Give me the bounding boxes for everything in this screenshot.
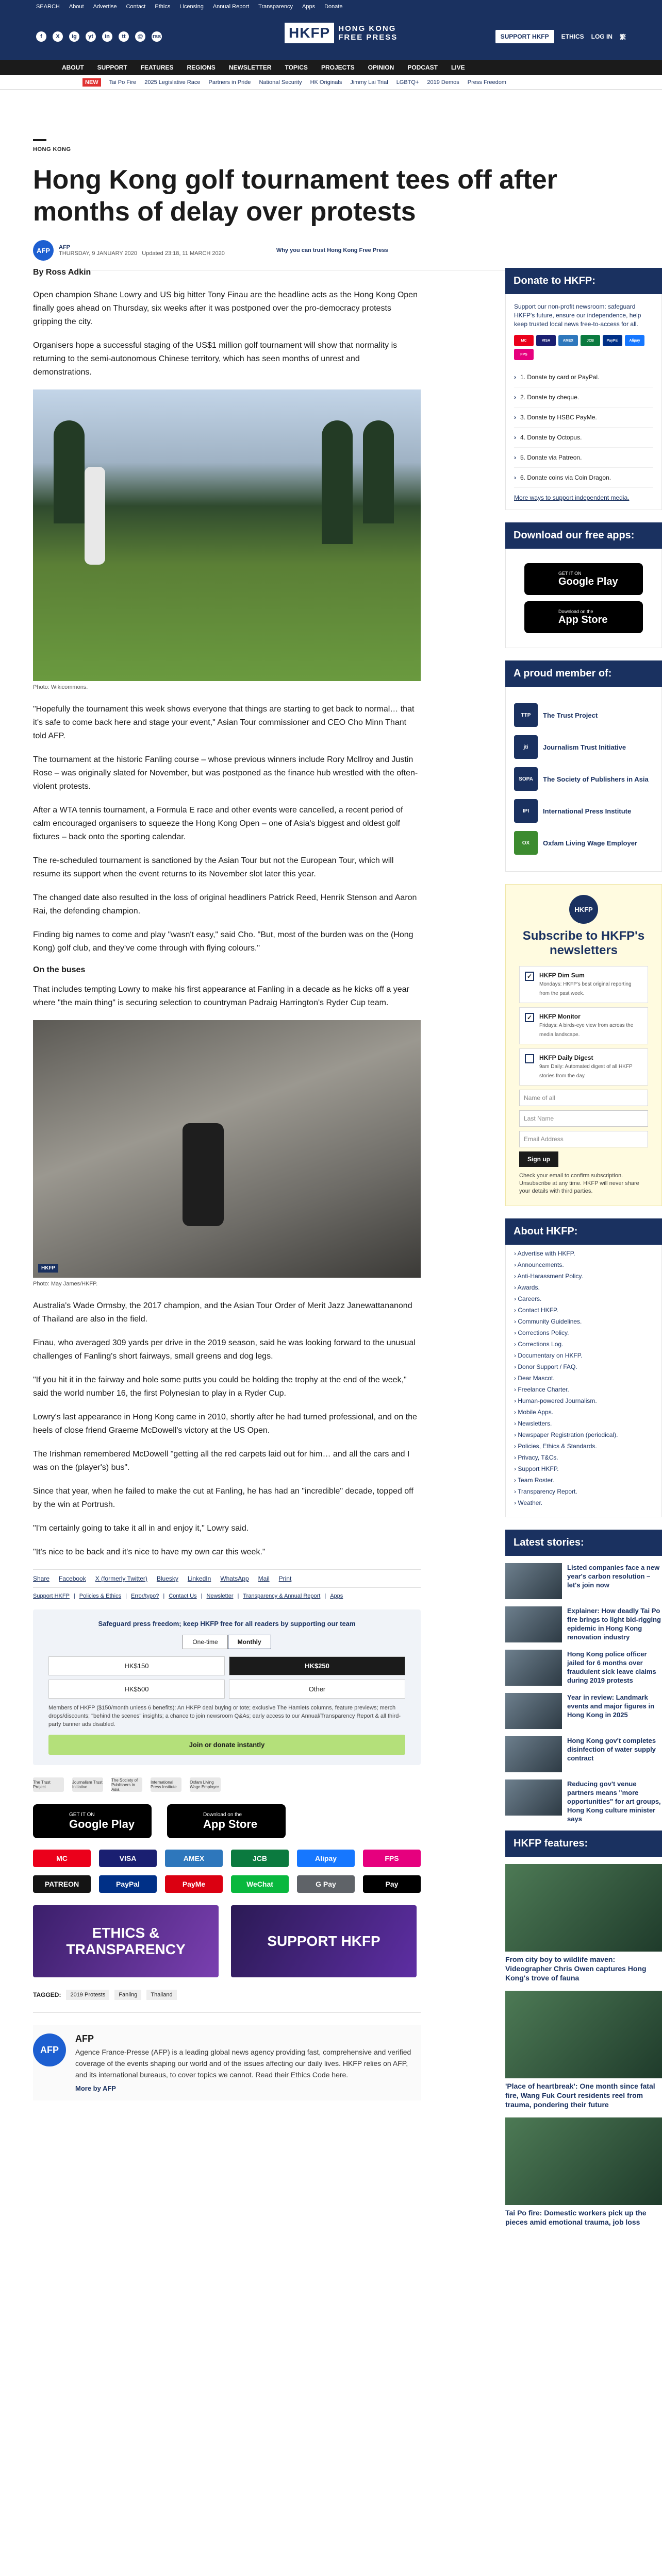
byline	[33, 240, 629, 270]
threads-icon[interactable]: @	[135, 31, 145, 42]
chevron-right-icon: ›	[514, 454, 516, 461]
about-link[interactable]: › Awards.	[514, 1284, 540, 1291]
about-link[interactable]: › Mobile Apps.	[514, 1409, 554, 1416]
jti-logo: jti	[514, 735, 538, 759]
feature-stories	[505, 1864, 662, 2227]
top-link-transparency[interactable]: Transparency	[258, 4, 293, 10]
chevron-right-icon: ›	[514, 474, 516, 481]
trending-link[interactable]: Press Freedom	[467, 79, 506, 86]
article-title: Hong Kong golf tournament tees off after months of delay over protests	[33, 165, 557, 227]
header-actions	[495, 30, 626, 43]
share-print[interactable]: Print	[278, 1575, 292, 1582]
site-logo[interactable]	[285, 23, 398, 43]
member-name: Oxfam Living Wage Employer	[543, 839, 638, 847]
section-heading: On the buses	[33, 965, 86, 974]
trust-project-logo: TTP	[514, 703, 538, 727]
story-thumbnail[interactable]	[505, 1693, 562, 1729]
logo-text	[338, 24, 398, 42]
card-logo: FPS	[514, 349, 534, 360]
store-big: App Store	[203, 1817, 258, 1831]
member-sidebar	[505, 687, 662, 872]
donate-option-label: 3. Donate by HSBC PayMe.	[520, 414, 597, 421]
about-link[interactable]: › Freelance Charter.	[514, 1386, 569, 1393]
app-store-button[interactable]	[524, 601, 643, 633]
about-sidebar-title: About HKFP:	[505, 1218, 662, 1245]
trending-link[interactable]: Tai Po Fire	[109, 79, 137, 86]
about-link[interactable]: › Community Guidelines.	[514, 1318, 582, 1325]
paragraph: "I'm certainly going to take it all in and enjoy it," Lowry said.	[33, 1524, 249, 1533]
nav-projects[interactable]: PROJECTS	[321, 64, 355, 71]
donate-heading: Safeguard press freedom; keep HKFP free for all readers by supporting our team	[98, 1620, 356, 1628]
newsletter-signup	[505, 884, 662, 1206]
paragraph: The changed date also resulted in the loss of original headliners Patrick Reed, Henrik Stenson and Aaron Rai, the defending champion.	[33, 893, 417, 916]
photo-caption: Photo: May James/HKFP.	[33, 1281, 98, 1287]
paragraph: Organisers hope a successful staging of the US$1 million golf tournament will show that normality is returning to the semi-autonomous Chinese territory, which has seen months of unrest and demonstrations.	[33, 341, 398, 377]
donate-sidebar-title: Donate to HKFP:	[505, 268, 662, 294]
language-toggle[interactable]: 繁	[619, 33, 626, 41]
about-link[interactable]: › Donor Support / FAQ.	[514, 1363, 577, 1370]
new-badge: NEW	[82, 78, 101, 87]
x-icon[interactable]: X	[53, 31, 63, 42]
tag[interactable]: Thailand	[146, 1990, 176, 2000]
share-linkedin[interactable]: LinkedIn	[187, 1575, 211, 1582]
donate-sidebar	[505, 294, 662, 510]
article-tags	[33, 1990, 421, 2013]
story-thumbnail[interactable]	[505, 1606, 562, 1642]
main-content	[33, 139, 661, 2226]
nav-support[interactable]: SUPPORT	[97, 64, 127, 71]
latest-sidebar-title: Latest stories:	[505, 1530, 662, 1556]
about-link[interactable]: › Contact HKFP.	[514, 1307, 558, 1314]
last-name-input[interactable]: Last Name	[519, 1110, 648, 1127]
feature-title[interactable]: 'Place of heartbreak': One month since fatal fire, Wang Fuk Court residents reel from trauma, pondering their future	[505, 2082, 655, 2109]
linkedin-icon[interactable]: in	[102, 31, 112, 42]
footer-link[interactable]: Support HKFP	[33, 1593, 70, 1599]
footer-link[interactable]: Policies & Ethics	[79, 1593, 122, 1599]
top-link-donate[interactable]: Donate	[324, 4, 343, 10]
share-bluesky[interactable]: Bluesky	[156, 1575, 178, 1582]
member-name: International Press Institute	[543, 807, 632, 815]
feature-story[interactable]	[505, 1864, 662, 1982]
donate-option[interactable]	[514, 387, 653, 408]
photo-figure	[183, 1123, 224, 1226]
share-facebook[interactable]: Facebook	[59, 1575, 86, 1582]
more-ways-link[interactable]: More ways to support independent media.	[514, 494, 630, 501]
trending-link[interactable]: National Security	[259, 79, 302, 86]
about-link[interactable]: › Transparency Report.	[514, 1488, 577, 1495]
member-item[interactable]	[514, 767, 653, 791]
donate-amounts	[48, 1656, 405, 1699]
about-link[interactable]: › Weather.	[514, 1499, 543, 1506]
footer-link[interactable]: Newsletter	[206, 1593, 234, 1599]
photo-tree	[54, 420, 85, 523]
feature-title[interactable]: From city boy to wildlife maven: Videographer Chris Owen captures Hong Kong's trove of fauna	[505, 1955, 647, 1982]
top-link-contact[interactable]: Contact	[126, 4, 146, 10]
app-store-row	[33, 1804, 421, 1838]
tag[interactable]: 2019 Protests	[66, 1990, 109, 2000]
tags-label: TAGGED:	[33, 1991, 61, 1998]
paragraph: Since that year, when he failed to make the cut at Fanling, he has had an "incredible" decade, topped off by the win at Portrush.	[33, 1487, 413, 1509]
newsletter-desc: 9am Daily: Automated digest of all HKFP stories from the day.	[539, 1064, 633, 1079]
amount-option[interactable]: HK$250	[229, 1656, 405, 1675]
member-item[interactable]	[514, 735, 653, 759]
trending-link[interactable]: 2019 Demos	[427, 79, 459, 86]
tag[interactable]: Fanling	[114, 1990, 141, 2000]
latest-story[interactable]	[505, 1606, 662, 1642]
payment-logo: PATREON	[33, 1875, 91, 1893]
donate-option-label: 1. Donate by card or PayPal.	[520, 374, 600, 381]
story-title[interactable]: Reducing gov't venue partners means "more opportunities" for art groups, Hong Kong culture minister says	[567, 1780, 661, 1823]
support-banner[interactable]: SUPPORT HKFP	[231, 1905, 417, 1977]
more-by-author-link[interactable]: More by AFP	[75, 2084, 116, 2092]
about-link[interactable]: › Careers.	[514, 1295, 542, 1302]
sopa-logo: SOPA	[514, 767, 538, 791]
card-logo: Alipay	[625, 335, 644, 346]
donate-option-label: 5. Donate via Patreon.	[520, 454, 582, 461]
share-whatsapp[interactable]: WhatsApp	[220, 1575, 249, 1582]
paragraph: Australia's Wade Ormsby, the 2017 champion, and the Asian Tour Order of Merit Jazz Janewattananond of Thailand are also in the field.	[33, 1301, 412, 1324]
paragraph: "It's nice to be back and it's nice to have my own car this week."	[33, 1548, 266, 1556]
article-body	[33, 268, 421, 2100]
feature-thumbnail[interactable]	[505, 2117, 662, 2205]
paragraph: Lowry's last appearance in Hong Kong came in 2010, shortly after he had turned professional, and on the heels of close friend Graeme McDowell's victory at the US Open.	[33, 1413, 417, 1435]
paragraph: "If you hit it in the fairway and hole some putts you could be holding the trophy at the end of the week," said the world number 16, the first Polynesian to play in a Ryder Cup.	[33, 1376, 407, 1398]
feature-story[interactable]	[505, 1991, 662, 2109]
nav-live[interactable]: LIVE	[451, 64, 465, 71]
newsletter-option[interactable]	[519, 966, 648, 1003]
store-small: Download on the	[558, 608, 593, 614]
ethics-banner[interactable]: ETHICS & TRANSPARENCY	[33, 1905, 219, 1977]
about-link[interactable]: › Newspaper Registration (periodical).	[514, 1431, 618, 1438]
byline-agency[interactable]: AFP	[59, 244, 70, 250]
newsletter-note: Check your email to confirm subscription. Unsubscribe at any time. HKFP will never share your details with third parties.	[519, 1173, 639, 1194]
top-link-ethics[interactable]: Ethics	[155, 4, 171, 10]
freq-one-time[interactable]: One-time	[183, 1635, 227, 1649]
member-name: Journalism Trust Initiative	[543, 743, 626, 751]
nav-podcast[interactable]: PODCAST	[407, 64, 438, 71]
updated-date: Updated 23:18, 11 MARCH 2020	[142, 250, 225, 257]
about-link[interactable]: › Dear Mascot.	[514, 1375, 555, 1382]
paragraph: That includes tempting Lowry to make his first appearance at Fanling in a decade as he kicks off a year where "the main thing" is securing selection to countryman Padraig Harrington's Ryder Cup team.	[33, 985, 409, 1007]
signup-button[interactable]: Sign up	[519, 1151, 558, 1167]
top-link-apps[interactable]: Apps	[302, 4, 316, 10]
trust-link[interactable]: Why you can trust Hong Kong Free Press	[276, 247, 388, 253]
article-author: By Ross Adkin	[33, 268, 91, 277]
payment-logo: Alipay	[297, 1850, 355, 1867]
apps-sidebar	[505, 549, 662, 648]
donate-option-label: 4. Donate by Octopus.	[520, 434, 582, 441]
member-item[interactable]	[514, 831, 653, 855]
author-box	[33, 2025, 421, 2100]
share-bar	[33, 1569, 421, 1588]
nav-features[interactable]: FEATURES	[140, 64, 174, 71]
top-utility-bar	[0, 0, 662, 13]
payment-methods	[33, 1850, 421, 1893]
author-avatar[interactable]: AFP	[33, 240, 54, 261]
author-box-name[interactable]: AFP	[75, 2033, 94, 2044]
top-link-search[interactable]: SEARCH	[36, 4, 60, 10]
protest-photo	[33, 1020, 421, 1278]
article-category[interactable]: HONG KONG	[33, 146, 71, 152]
footer-link[interactable]: Apps	[330, 1593, 343, 1599]
member-name: The Trust Project	[543, 711, 598, 719]
donate-option[interactable]	[514, 448, 653, 468]
share-mail[interactable]: Mail	[258, 1575, 270, 1582]
apps-sidebar-title: Download our free apps:	[505, 522, 662, 549]
latest-stories	[505, 1563, 662, 1823]
nav-topics[interactable]: TOPICS	[285, 64, 308, 71]
top-link-about[interactable]: About	[69, 4, 84, 10]
logo-line-2: FREE PRESS	[338, 33, 398, 42]
first-name-input[interactable]: Name of all	[519, 1090, 648, 1106]
sidebar	[505, 268, 662, 2235]
payment-logo: AMEX	[165, 1850, 223, 1867]
card-logo: JCB	[581, 335, 600, 346]
card-logo: MC	[514, 335, 534, 346]
oxfam-logo: OX	[514, 831, 538, 855]
story-thumbnail[interactable]	[505, 1563, 562, 1599]
features-sidebar-title: HKFP features:	[505, 1831, 662, 1857]
about-link[interactable]: › Corrections Policy.	[514, 1329, 569, 1336]
paragraph: "Hopefully the tournament this week shows everyone that things are starting to get back to normal… that it's safe to come back here and stage your event," Asian Tour commissioner and CEO Cho Minn Thant told AFP.	[33, 705, 415, 740]
story-title[interactable]: Hong Kong gov't completes disinfection of water supply contract	[567, 1737, 656, 1762]
latest-story[interactable]	[505, 1780, 662, 1823]
payment-logo: VISA	[99, 1850, 157, 1867]
card-logos	[514, 335, 653, 360]
member-logo[interactable]: The Trust Project	[33, 1777, 64, 1792]
chevron-right-icon: ›	[514, 374, 516, 381]
top-link-annual-report[interactable]: Annual Report	[212, 4, 250, 10]
amount-option[interactable]: Other	[229, 1680, 405, 1699]
payment-logo: PayPal	[99, 1875, 157, 1893]
donate-note: Members of HKFP ($150/month unless 6 benefits): An HKFP deal buying or tote; exclusive The Hamlets columns, feature previews; merch drops/discounts; "behind the scenes" insights; a chance to join newsroom Q&As; early access to our Annual/Transparency Report & all third-party banner ads disabled.	[48, 1705, 401, 1727]
member-sidebar-title: A proud member of:	[505, 660, 662, 687]
ipi-logo: IPI	[514, 799, 538, 823]
newsletter-logo: HKFP	[569, 895, 598, 924]
about-link[interactable]: › Announcements.	[514, 1261, 564, 1268]
member-logo[interactable]: International Press Institute	[151, 1777, 181, 1792]
chevron-right-icon: ›	[514, 434, 516, 441]
card-logo: AMEX	[558, 335, 578, 346]
ethics-link[interactable]: ETHICS	[561, 33, 584, 40]
support-hkfp-button[interactable]: SUPPORT HKFP	[495, 30, 554, 43]
newsletter-option[interactable]	[519, 1007, 648, 1044]
paragraph: The tournament at the historic Fanling course – whose previous winners include Rory McIlroy and Justin Rose – was originally slated for November, but was postponed as the finance hub wrestled with the often-violent protests.	[33, 755, 418, 791]
story-title[interactable]: Explainer: How deadly Tai Po fire brings to light bid-rigging epidemic in Hong Kong renovation industry	[567, 1607, 661, 1641]
donate-option[interactable]	[514, 408, 653, 428]
about-links	[505, 1245, 662, 1517]
facebook-icon[interactable]: f	[36, 31, 46, 42]
donate-option[interactable]	[514, 428, 653, 448]
trending-link[interactable]: 2025 Legislative Race	[144, 79, 201, 86]
about-link[interactable]: › Advertise with HKFP.	[514, 1250, 575, 1257]
story-title[interactable]: Hong Kong police officer jailed for 6 months over fraudulent sick leave claims during 2019 protests	[567, 1650, 656, 1684]
feature-thumbnail[interactable]	[505, 1864, 662, 1952]
story-thumbnail[interactable]	[505, 1780, 562, 1816]
latest-story[interactable]	[505, 1563, 662, 1599]
join-donate-button[interactable]: Join or donate instantly	[48, 1735, 405, 1755]
google-play-button[interactable]	[524, 563, 643, 595]
checkbox-checked-icon[interactable]: ✓	[525, 972, 534, 981]
newsletter-name: HKFP Daily Digest	[539, 1054, 593, 1061]
latest-story[interactable]	[505, 1693, 662, 1729]
google-play-button[interactable]	[33, 1804, 152, 1838]
store-small: GET IT ON	[69, 1811, 95, 1818]
donate-frequency	[48, 1635, 405, 1649]
feature-story[interactable]	[505, 2117, 662, 2227]
promo-banners	[33, 1905, 421, 1977]
footer-link[interactable]: Contact Us	[169, 1593, 197, 1599]
paragraph: The Irishman remembered McDowell "getting all the red carpets laid out for him… and all the cars and I was on the (player's) bus".	[33, 1450, 410, 1472]
tiktok-icon[interactable]: tt	[119, 31, 129, 42]
author-box-desc: Agence France-Presse (AFP) is a leading global news agency providing fast, comprehensive and verified coverage of the events shaping our world and of the issues affecting our daily lives. HKFP relies on AFP, and its international bureaus, to cover topics we cannot. Read their Ethics Code here.	[75, 2048, 411, 2079]
newsletter-desc: Mondays: HKFP's best original reporting from the past week.	[539, 981, 632, 996]
latest-story[interactable]	[505, 1736, 662, 1772]
photo-tree	[322, 420, 353, 544]
trending-link[interactable]: Partners in Pride	[208, 79, 251, 86]
amount-option[interactable]: HK$500	[48, 1680, 225, 1699]
login-link[interactable]: LOG IN	[591, 33, 613, 40]
about-link[interactable]: › Newsletters.	[514, 1420, 552, 1427]
story-title[interactable]: Year in review: Landmark events and major figures in Hong Kong in 2025	[567, 1693, 655, 1719]
freq-monthly[interactable]: Monthly	[228, 1635, 271, 1649]
payment-logo: G Pay	[297, 1875, 355, 1893]
story-title[interactable]: Listed companies face a new year's carbon resolution – let's join now	[567, 1564, 660, 1589]
nav-regions[interactable]: REGIONS	[187, 64, 216, 71]
newsletter-title: Subscribe to HKFP's newsletters	[522, 929, 645, 957]
paragraph: Finau, who averaged 309 yards per drive in the 2019 season, said he was looking forward to the unusual challenges of Fanling's short fairways, small greens and dog legs.	[33, 1338, 416, 1361]
app-store-button[interactable]	[167, 1804, 286, 1838]
donate-option[interactable]	[514, 468, 653, 488]
payment-logo: WeChat	[231, 1875, 289, 1893]
store-big: Google Play	[558, 575, 618, 587]
footer-link[interactable]: Transparency & Annual Report	[243, 1593, 321, 1599]
trending-link[interactable]: LGBTQ+	[396, 79, 419, 86]
logo-mark: HKFP	[285, 23, 334, 43]
site-header	[0, 13, 662, 60]
feature-title[interactable]: Tai Po fire: Domestic workers pick up the pieces amid emotional trauma, job loss	[505, 2209, 647, 2226]
about-link[interactable]: › Policies, Ethics & Standards.	[514, 1443, 597, 1450]
about-link[interactable]: › Corrections Log.	[514, 1341, 564, 1348]
about-link[interactable]: › Human-powered Journalism.	[514, 1397, 597, 1404]
checkbox-icon[interactable]	[525, 1054, 534, 1063]
newsletter-option[interactable]	[519, 1048, 648, 1086]
story-thumbnail[interactable]	[505, 1650, 562, 1686]
email-input[interactable]: Email Address	[519, 1131, 648, 1147]
paragraph: Open champion Shane Lowry and US big hitter Tony Finau are the headline acts as the Hong Kong Open finally goes ahead on Thursday, six weeks after it was postponed over the pro-democracy protests gripping the city.	[33, 291, 418, 326]
feature-thumbnail[interactable]	[505, 1991, 662, 2078]
store-big: App Store	[558, 614, 608, 625]
instagram-icon[interactable]: ig	[69, 31, 79, 42]
card-logo: PayPal	[603, 335, 622, 346]
member-item[interactable]	[514, 799, 653, 823]
donate-option[interactable]	[514, 367, 653, 387]
trending-nav	[0, 75, 662, 90]
photo-tree	[363, 420, 394, 523]
share-label: Share	[33, 1575, 50, 1582]
store-small: Download on the	[203, 1811, 242, 1818]
donate-option-label: 2. Donate by cheque.	[520, 394, 580, 401]
about-link[interactable]: › Documentary on HKFP.	[514, 1352, 583, 1359]
chevron-right-icon: ›	[514, 414, 516, 421]
published-date: THURSDAY, 9 JANUARY 2020	[59, 250, 138, 257]
paragraph: The re-scheduled tournament is sanctioned by the Asian Tour but not the European Tour, which will resume its support when the event returns to its November slot later this year.	[33, 856, 394, 878]
top-link-licensing[interactable]: Licensing	[179, 4, 204, 10]
payment-logo: MC	[33, 1850, 91, 1867]
share-x[interactable]: X (formerly Twitter)	[95, 1575, 147, 1582]
member-logo[interactable]: The Society of Publishers in Asia	[111, 1777, 142, 1792]
member-item[interactable]	[514, 703, 653, 727]
checkbox-checked-icon[interactable]: ✓	[525, 1013, 534, 1022]
payment-logo: PayMe	[165, 1875, 223, 1893]
newsletter-name: HKFP Monitor	[539, 1013, 581, 1020]
nav-opinion[interactable]: OPINION	[368, 64, 394, 71]
trending-link[interactable]: Jimmy Lai Trial	[350, 79, 388, 86]
store-big: Google Play	[69, 1817, 135, 1831]
footer-link[interactable]: Error/typo?	[130, 1593, 159, 1599]
main-nav	[0, 60, 662, 75]
social-links	[36, 31, 162, 42]
about-link[interactable]: › Support HKFP.	[514, 1465, 559, 1472]
logo-line-1: HONG KONG	[338, 24, 396, 33]
member-logo[interactable]: Oxfam Living Wage Employer	[190, 1777, 221, 1792]
about-link[interactable]: › Anti-Harassment Policy.	[514, 1273, 583, 1280]
member-logo[interactable]: Journalism Trust Initiative	[72, 1777, 103, 1792]
donate-option-label: 6. Donate coins via Coin Dragon.	[520, 474, 611, 481]
paragraph: After a WTA tennis tournament, a Formula E race and other events were cancelled, a recent period of calm encouraged organisers to squeeze the Hong Kong Open – one of Asia's biggest and oldest golf fixtures – back onto the sporting calendar.	[33, 806, 403, 841]
rss-icon[interactable]: rss	[152, 31, 162, 42]
newsletter-desc: Fridays: A birds-eye view from across the media landscape.	[539, 1023, 634, 1038]
category-rule	[33, 139, 46, 141]
photo-golfer	[85, 467, 105, 565]
story-thumbnail[interactable]	[505, 1736, 562, 1772]
top-link-advertise[interactable]: Advertise	[93, 4, 117, 10]
photo-watermark: HKFP	[38, 1264, 58, 1273]
about-link[interactable]: › Privacy, T&Cs.	[514, 1454, 558, 1461]
donate-intro[interactable]: Support our non-profit newsroom: safeguard HKFP's future, ensure our independence, help keep trusted local news free-to-access for all.	[514, 303, 641, 328]
byline-meta	[59, 244, 225, 257]
youtube-icon[interactable]: yt	[86, 31, 96, 42]
article-footer-links: Support HKFP | Policies & Ethics | Error/typo? | Contact Us | Newsletter | Transparency & Annual Report | Apps	[33, 1593, 343, 1599]
about-link[interactable]: › Team Roster.	[514, 1477, 554, 1484]
payment-logo: JCB	[231, 1850, 289, 1867]
donate-widget	[33, 1609, 421, 1765]
newsletter-name: HKFP Dim Sum	[539, 972, 585, 979]
nav-newsletter[interactable]: NEWSLETTER	[228, 64, 272, 71]
payment-logo: FPS	[363, 1850, 421, 1867]
payment-logo: Pay	[363, 1875, 421, 1893]
trending-link[interactable]: HK Originals	[310, 79, 342, 86]
photo-caption: Photo: Wikicommons.	[33, 684, 88, 690]
amount-option[interactable]: HK$150	[48, 1656, 225, 1675]
member-name: The Society of Publishers in Asia	[543, 775, 649, 783]
chevron-right-icon: ›	[514, 394, 516, 401]
member-logos-row	[33, 1777, 421, 1792]
golf-photo	[33, 389, 421, 681]
store-small: GET IT ON	[558, 570, 582, 576]
paragraph: Finding big names to come and play "wasn't easy," said Cho. "But, most of the burden was on the (Hong Kong) golf club, and they've come through with flying colours."	[33, 930, 413, 953]
nav-about[interactable]: ABOUT	[62, 64, 84, 71]
card-logo: VISA	[536, 335, 556, 346]
latest-story[interactable]	[505, 1650, 662, 1686]
author-box-avatar[interactable]: AFP	[33, 2033, 66, 2066]
